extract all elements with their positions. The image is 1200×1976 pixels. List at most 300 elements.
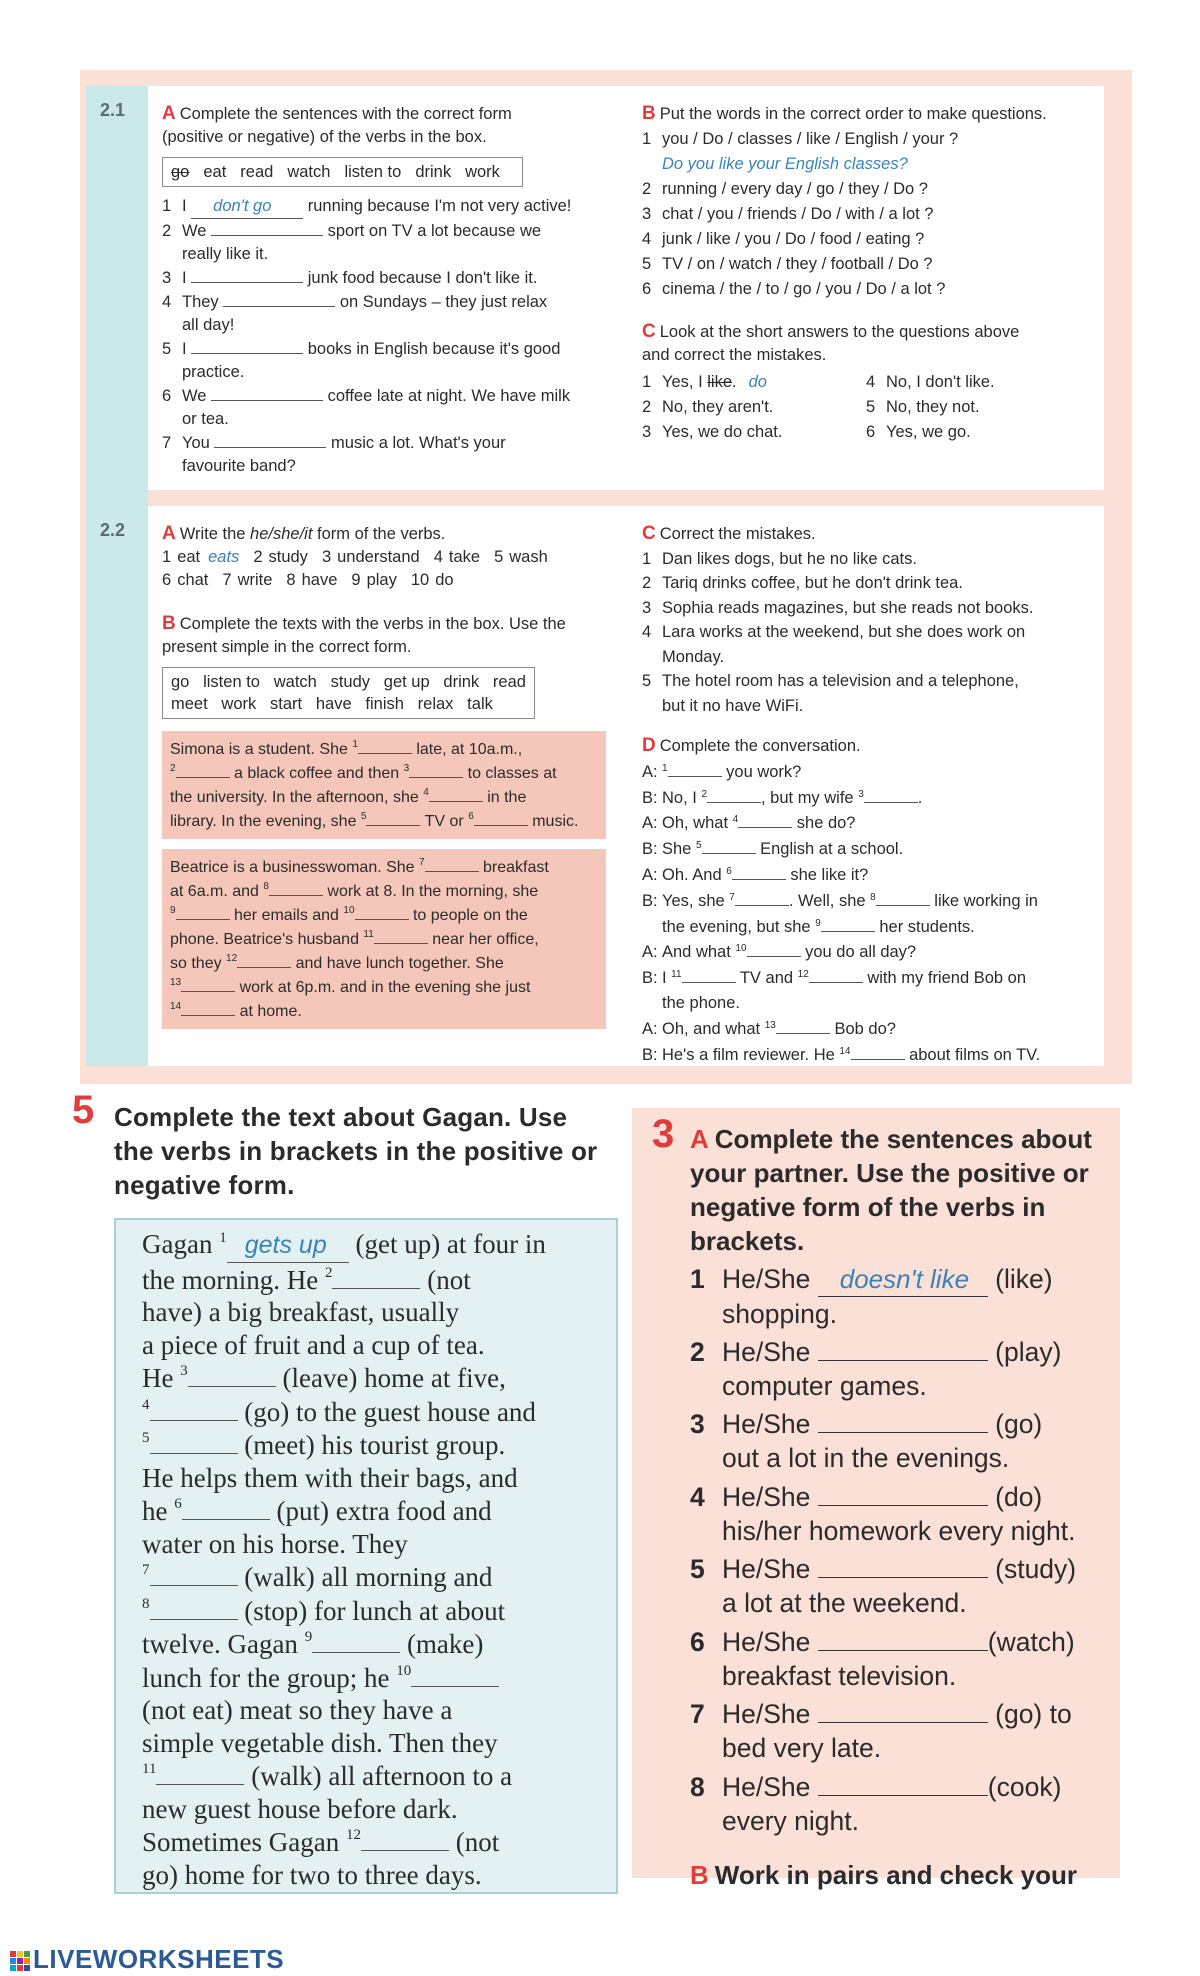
verb: eat	[177, 548, 201, 566]
text: coffee late at night. We have milk	[323, 387, 571, 405]
conversation-line	[642, 966, 1102, 990]
text: Yes, she	[662, 891, 730, 910]
answer-blank[interactable]	[182, 1494, 270, 1520]
mistake-item	[642, 670, 1102, 693]
text: running because I'm not very active!	[303, 197, 572, 215]
answer-blank[interactable]	[150, 1395, 238, 1421]
exercise-5-title: Complete the text about Gagan. Use the verbs in brackets in the positive or negative form.	[114, 1102, 598, 1200]
text: lunch for the group; he	[142, 1662, 397, 1693]
mistake-item	[642, 646, 1102, 669]
item-number: 7	[690, 1699, 705, 1729]
text: she do?	[792, 814, 856, 833]
item-number: 2	[642, 398, 652, 416]
text: I	[182, 269, 192, 287]
item-number: 3	[642, 423, 652, 441]
text: We	[182, 387, 212, 405]
example-answer: Do you like your English classes?	[662, 155, 908, 173]
item-number: 4	[642, 623, 652, 641]
item-number: 1	[642, 373, 652, 391]
exercise-2-2-c	[642, 522, 1102, 718]
exercise-heading	[162, 612, 622, 636]
text: to people on the	[408, 907, 528, 924]
answer-blank[interactable]	[214, 431, 326, 448]
exercise-letter: A	[162, 103, 176, 124]
gap-number: 10	[735, 943, 747, 955]
exercise-2-1-c	[642, 320, 1102, 446]
answer-blank[interactable]	[237, 951, 291, 968]
gap-number: 4	[142, 1396, 150, 1413]
item-number: 5	[690, 1554, 705, 1584]
answer-blank[interactable]	[332, 1263, 420, 1289]
gap-number: 4	[423, 787, 429, 798]
answer-blank[interactable]	[702, 837, 756, 854]
text: junk / like / you / Do / food / eating ?	[662, 230, 925, 248]
answer-blank[interactable]	[150, 1594, 238, 1620]
sentence-cont: or tea.	[182, 410, 229, 428]
text: .	[732, 373, 737, 391]
heading-emphasis: he/she/it	[250, 525, 313, 543]
sentence-cont: practice.	[182, 363, 245, 381]
exercise-heading	[642, 734, 1102, 758]
gap-text-line	[170, 903, 598, 927]
sentence-item	[162, 195, 612, 219]
item-number: 5	[494, 548, 504, 566]
answer-blank[interactable]	[355, 903, 409, 920]
text: You	[182, 434, 215, 452]
text: TV and	[735, 969, 798, 988]
gap-number: 13	[170, 977, 182, 988]
text: The hotel room has a television and a telephone,	[662, 672, 1019, 690]
item-number: 1	[642, 130, 652, 148]
item-number: 7	[222, 571, 232, 589]
answer-blank[interactable]	[227, 1228, 349, 1263]
text: you work?	[721, 762, 802, 781]
text: He/She	[722, 1409, 818, 1439]
exercise-heading	[642, 522, 1102, 546]
exercise-heading-cont: present simple in the correct form.	[162, 638, 412, 656]
gap-text-line	[170, 737, 598, 761]
section-number-2-2: 2.2	[100, 520, 126, 540]
item-number: 4	[642, 230, 652, 248]
answer-blank[interactable]	[776, 1017, 830, 1034]
text: (watch)	[987, 1626, 1075, 1657]
answer-blank[interactable]	[821, 915, 875, 932]
exercise-heading-cont: and correct the mistakes.	[642, 346, 827, 364]
item-number: 5	[162, 340, 172, 358]
conversation-line	[642, 863, 1102, 887]
exercise-3-title	[690, 1122, 1110, 1258]
story-line	[142, 1528, 604, 1561]
text: (study)	[987, 1554, 1077, 1584]
text: He/She	[722, 1481, 818, 1512]
gap-number: 9	[815, 917, 821, 929]
exercise-5-number: 5	[72, 1088, 95, 1132]
gap-number: 1	[219, 1230, 227, 1246]
story-line	[142, 1627, 604, 1661]
answer-blank[interactable]	[191, 195, 303, 219]
gap-number: 5	[142, 1430, 150, 1446]
story-line	[142, 1727, 604, 1760]
gap-number: 5	[360, 811, 367, 822]
item-line	[690, 1407, 1110, 1441]
gap-number: 8	[142, 1595, 150, 1612]
text: Simona is a student. She	[170, 741, 353, 758]
answer-blank[interactable]	[682, 966, 736, 983]
gap-number: 2	[701, 788, 707, 800]
answer-blank[interactable]	[818, 1482, 988, 1506]
sentence-item	[162, 431, 612, 455]
item-number: 2	[162, 222, 172, 240]
item-number: 3	[690, 1409, 705, 1439]
short-answer-item	[642, 396, 866, 421]
word-box-line: meet work start have finish relax talk	[171, 695, 493, 713]
answer-blank[interactable]	[409, 761, 463, 778]
answer-blank[interactable]	[211, 384, 323, 401]
sentence-item	[690, 1262, 1110, 1331]
example-answer: do	[748, 373, 767, 391]
mistake-item	[642, 597, 1102, 620]
text: the evening, but she	[662, 917, 816, 936]
text: He/She	[722, 1264, 818, 1294]
gap-text-line	[170, 761, 598, 785]
gap-number: 3	[858, 788, 864, 800]
answer-blank[interactable]	[864, 786, 918, 803]
item-number: 1	[162, 197, 172, 215]
item-number: 1	[642, 549, 652, 568]
story-line	[142, 1296, 604, 1329]
text: the morning. He	[142, 1264, 325, 1295]
answer-blank[interactable]	[818, 1337, 988, 1361]
item-number: 7	[162, 434, 172, 452]
text: Bob do?	[829, 1019, 896, 1038]
text: Dan likes dogs, but he no like cats.	[662, 549, 917, 568]
text: a piece of fruit and a cup of tea.	[142, 1329, 485, 1360]
answer-blank[interactable]	[707, 786, 761, 803]
mistake-item	[642, 548, 1102, 571]
item-number: 8	[286, 571, 296, 589]
word-box	[162, 667, 535, 719]
answer-blank[interactable]	[851, 1043, 905, 1060]
gap-number: 1	[352, 739, 358, 750]
verb: do	[435, 571, 454, 589]
speaker: A:	[642, 814, 658, 833]
heading-text: Complete the texts with the verbs in the box. Use the	[179, 615, 566, 633]
answer-blank[interactable]	[735, 889, 789, 906]
text: Tariq drinks coffee, but he don't drink tea.	[662, 574, 963, 592]
text: I	[662, 969, 672, 988]
sentence-item	[162, 219, 612, 243]
word-box	[162, 157, 523, 187]
item-number: 2	[690, 1336, 705, 1367]
answer-blank[interactable]	[181, 999, 235, 1016]
heading-text: form of the verbs.	[312, 525, 446, 543]
text: go) home for two to three days.	[142, 1859, 482, 1890]
text: phone. Beatrice's husband	[170, 931, 364, 948]
exercise-3-letter: A	[690, 1124, 709, 1154]
answer-blank[interactable]	[474, 809, 528, 826]
text: her students.	[874, 917, 975, 936]
text: English at a school.	[755, 840, 904, 859]
sentence-item	[690, 1335, 1110, 1403]
text: cinema / the / to / go / you / Do / a lot ?	[662, 280, 946, 298]
section-number-strip	[86, 86, 148, 1066]
word-box-item: eat	[203, 163, 227, 181]
answer-blank[interactable]	[818, 1699, 988, 1723]
exercise-3-b-text: Work in pairs and check your	[714, 1860, 1077, 1890]
item-number: 6	[162, 571, 172, 589]
text: He/She	[722, 1554, 818, 1584]
story-line	[142, 1793, 604, 1826]
text: you / Do / classes / like / English / your ?	[662, 130, 959, 148]
item-number: 6	[162, 387, 172, 405]
text: library. In the evening, she	[170, 813, 361, 830]
text: (not	[448, 1827, 500, 1857]
speaker: B:	[642, 840, 658, 859]
verb: have	[301, 571, 338, 589]
conversation-line	[642, 786, 1102, 810]
text: (walk) all morning and	[237, 1562, 493, 1592]
text: late, at 10a.m.,	[411, 741, 523, 758]
answer-blank[interactable]	[818, 1262, 988, 1297]
answer-blank[interactable]	[732, 863, 786, 880]
gap-number: 3	[403, 763, 410, 774]
conversation-line	[642, 915, 1102, 939]
gap-number: 2	[324, 1264, 333, 1281]
text: (meet) his tourist group.	[237, 1430, 506, 1460]
exercise-letter: A	[162, 523, 176, 544]
answer-blank[interactable]	[747, 940, 801, 957]
sentence-item	[162, 290, 612, 314]
gap-number: 10	[396, 1662, 412, 1679]
question-item	[642, 278, 1102, 301]
sentence-item	[690, 1552, 1110, 1620]
text: Oh. And	[662, 865, 727, 884]
exercise-2-1-b	[642, 102, 1102, 301]
exercise-2-2-a	[162, 522, 622, 592]
sentence-item	[690, 1697, 1110, 1765]
text: TV / on / watch / they / football / Do ?	[662, 255, 933, 273]
speaker: A:	[642, 865, 658, 884]
text: near her office,	[427, 931, 539, 948]
heading-text: Put the words in the correct order to make questions.	[659, 105, 1047, 123]
item-line	[690, 1625, 1110, 1659]
gap-number: 12	[226, 953, 238, 964]
story-line	[142, 1428, 604, 1462]
text: on Sundays – they just relax	[335, 293, 548, 311]
answer-blank[interactable]	[809, 966, 863, 983]
text: (like)	[987, 1264, 1053, 1294]
word-box-item: work	[465, 163, 500, 181]
crossed-word: like	[707, 373, 733, 391]
gap-number: 14	[170, 1001, 182, 1012]
mistake-item	[642, 621, 1102, 644]
story-line	[142, 1462, 604, 1495]
text: her emails and	[229, 907, 344, 924]
answer-blank[interactable]	[361, 1825, 449, 1851]
item-number: 5	[866, 398, 876, 416]
story-line	[142, 1825, 604, 1859]
sentence-item	[690, 1770, 1110, 1838]
text: she like it?	[785, 865, 869, 884]
answer-blank[interactable]	[818, 1772, 988, 1796]
short-answer-item	[866, 371, 1086, 396]
verb: understand	[337, 548, 420, 566]
story-line	[142, 1263, 604, 1297]
text: No, I don't like.	[886, 373, 995, 391]
text: chat / you / friends / Do / with / a lot ?	[662, 205, 934, 223]
conversation-line	[642, 837, 1102, 861]
text: Sophia reads magazines, but she reads not books.	[662, 598, 1034, 617]
sentence-item	[690, 1480, 1110, 1548]
answer-blank[interactable]	[150, 1428, 238, 1454]
story-line	[142, 1228, 604, 1263]
text: (leave) home at five,	[275, 1363, 506, 1393]
text: He/She	[722, 1626, 818, 1657]
item-number: 6	[690, 1626, 705, 1657]
answer-blank[interactable]	[358, 737, 412, 754]
answer-blank[interactable]	[411, 1661, 499, 1687]
logo-grid-icon	[10, 1951, 30, 1971]
story-line	[142, 1694, 604, 1727]
answer-blank[interactable]	[176, 761, 230, 778]
exercise-letter: D	[642, 735, 656, 756]
heading-text: Look at the short answers to the questions above	[659, 323, 1020, 341]
answer-blank[interactable]	[374, 927, 428, 944]
answer-blank[interactable]	[191, 337, 303, 354]
item-number: 5	[642, 255, 652, 273]
gap-number: 13	[764, 1019, 776, 1031]
text: to classes at	[463, 765, 557, 782]
text: (make)	[400, 1629, 484, 1659]
answer-blank[interactable]	[425, 855, 479, 872]
answer-blank[interactable]	[818, 1409, 988, 1433]
answer-blank[interactable]	[176, 903, 230, 920]
text: at home.	[235, 1003, 302, 1020]
exercise-heading	[162, 102, 612, 126]
text: I	[182, 197, 192, 215]
short-answer-item	[642, 421, 866, 446]
example-answer: gets up	[244, 1231, 327, 1259]
text: (play)	[987, 1336, 1062, 1367]
text: (put) extra food and	[269, 1496, 492, 1526]
item-number: 1	[690, 1264, 705, 1294]
item-line	[690, 1480, 1110, 1514]
conversation-line	[642, 889, 1102, 913]
exercise-3-instruction: Complete the sentences about your partner. Use the positive or negative form of the verbs in brackets.	[690, 1124, 1092, 1256]
speaker: A:	[642, 1019, 658, 1038]
exercise-3-number: 3	[652, 1112, 675, 1156]
gap-text-line	[170, 785, 598, 809]
word-box-item: listen to	[344, 163, 402, 181]
speaker: B:	[642, 1045, 658, 1064]
heading-text: Complete the sentences with the correct form	[179, 105, 512, 123]
answer-blank[interactable]	[312, 1627, 400, 1653]
section-number-2-1: 2.1	[100, 100, 126, 120]
speaker: B:	[642, 788, 658, 807]
answer-blank[interactable]	[876, 889, 930, 906]
answer-blank[interactable]	[156, 1759, 244, 1785]
exercise-heading	[162, 522, 622, 546]
speaker: B:	[642, 891, 658, 910]
sentence-item	[162, 337, 612, 361]
text: Oh, what	[662, 814, 733, 833]
answer-blank[interactable]	[150, 1560, 238, 1586]
gap-number: 7	[142, 1562, 150, 1578]
exercise-heading	[642, 102, 1102, 126]
example-answer: eats	[208, 548, 240, 566]
text: music.	[527, 813, 579, 830]
exercise-2-2-b	[162, 612, 622, 1039]
text: breakfast	[478, 859, 549, 876]
text: he	[142, 1496, 175, 1526]
text: He/She	[722, 1699, 818, 1729]
text: No, they aren't.	[662, 398, 774, 416]
gap-text-line	[170, 999, 598, 1023]
text: Yes, we do chat.	[662, 423, 783, 441]
sentence-cont: really like it.	[182, 245, 269, 263]
exercise-heading-cont: (positive or negative) of the verbs in the box.	[162, 128, 487, 146]
text: (do)	[987, 1481, 1043, 1512]
item-number: 6	[866, 423, 876, 441]
item-number: 10	[410, 571, 430, 589]
gap-number: 10	[343, 905, 355, 916]
answer-blank[interactable]	[223, 290, 335, 307]
text: and have lunch together. She	[291, 955, 504, 972]
text: work at 8. In the morning, she	[322, 883, 539, 900]
text: , but my wife	[761, 788, 859, 807]
gap-text-line	[170, 951, 598, 975]
sentence-item	[162, 384, 612, 408]
answer-blank[interactable]	[211, 219, 323, 236]
gap-text-2	[162, 849, 606, 1029]
item-number: 4	[162, 293, 172, 311]
answer-blank[interactable]	[738, 811, 792, 828]
question-item	[642, 128, 1102, 151]
answer-blank[interactable]	[818, 1554, 988, 1578]
sentence-item	[690, 1407, 1110, 1475]
text: like working in	[929, 891, 1038, 910]
story-line	[142, 1494, 604, 1528]
gap-number: 8	[870, 891, 876, 903]
item-line-cont: his/her homework every night.	[722, 1515, 1076, 1546]
word-box-item: go	[171, 163, 190, 181]
text: simple vegetable dish. Then they	[142, 1727, 498, 1758]
text: have) a big breakfast, usually	[142, 1297, 460, 1327]
speaker: B:	[642, 969, 658, 988]
answer-blank[interactable]	[818, 1627, 988, 1651]
story-line	[142, 1859, 604, 1892]
answer-blank[interactable]	[366, 809, 420, 826]
gap-number: 9	[170, 905, 176, 916]
exercise-3-b-cut	[690, 1860, 1120, 1890]
answer-blank[interactable]	[429, 785, 483, 802]
sentence-cont: favourite band?	[182, 457, 296, 475]
speaker: A:	[642, 943, 658, 962]
answer-blank[interactable]	[181, 975, 235, 992]
gap-number: 11	[363, 929, 374, 940]
item-number: 3	[162, 269, 172, 287]
text: She	[662, 840, 696, 859]
short-answer-item	[642, 371, 866, 396]
answer-blank[interactable]	[188, 1361, 276, 1387]
answer-blank[interactable]	[269, 879, 323, 896]
answer-blank[interactable]	[668, 760, 722, 777]
text: No, they not.	[886, 398, 980, 416]
item-line	[690, 1697, 1110, 1731]
item-line	[690, 1335, 1110, 1369]
question-item	[642, 228, 1102, 251]
answer-blank[interactable]	[191, 266, 303, 283]
